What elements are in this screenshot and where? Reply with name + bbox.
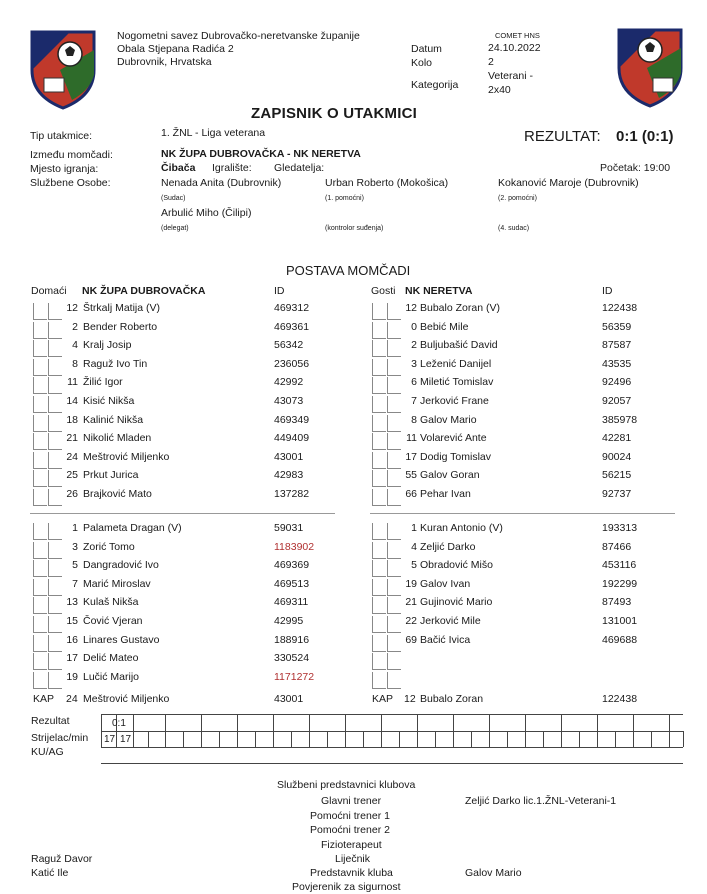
player-number: 12 bbox=[66, 302, 78, 314]
player-name: Dodig Tomislav bbox=[420, 450, 492, 463]
player-name: Jerković Mile bbox=[420, 615, 481, 627]
role-povjerenik: Povjerenik za sigurnost bbox=[292, 881, 401, 893]
predstavnik-away: Galov Mario bbox=[465, 867, 522, 879]
checkbox-box bbox=[372, 433, 386, 450]
lineup-row bbox=[0, 451, 707, 469]
rezultat-cell-value: 0:1 bbox=[112, 718, 126, 729]
player-name: Zorić Tomo bbox=[83, 540, 135, 553]
player-number: 6 bbox=[411, 376, 417, 389]
grid-line bbox=[399, 731, 400, 747]
home-kap-number: 24 bbox=[66, 693, 78, 705]
predstavnik-home: Katić Ile bbox=[31, 867, 69, 879]
grid-line bbox=[381, 714, 382, 747]
player-id: 92496 bbox=[602, 376, 632, 389]
grid-line bbox=[255, 731, 256, 747]
player-name: Gujinović Mario bbox=[420, 596, 493, 609]
strijelac-row-label: Strijelac/min bbox=[31, 732, 89, 744]
player-id: 469688 bbox=[602, 633, 638, 646]
grid-line bbox=[561, 714, 562, 747]
grid-line bbox=[148, 731, 149, 747]
grid-line bbox=[101, 763, 683, 764]
player-name: Raguž Ivo Tin bbox=[83, 357, 148, 370]
player-id: 56215 bbox=[602, 469, 632, 482]
comet-label: COMET HNS bbox=[495, 31, 540, 40]
kuag-row-label: KU/AG bbox=[31, 746, 64, 758]
grid-line bbox=[345, 714, 346, 747]
role-predstavnik: Predstavnik kluba bbox=[310, 867, 393, 879]
player-id: 188916 bbox=[274, 633, 310, 646]
role-fizioterapeut: Fizioterapeut bbox=[321, 839, 382, 851]
player-id: 449409 bbox=[274, 432, 310, 445]
official-role: (4. sudac) bbox=[498, 225, 530, 232]
player-id: 59031 bbox=[274, 522, 304, 534]
grid-line bbox=[471, 731, 472, 747]
datum-label: Datum bbox=[411, 43, 442, 55]
empty-lineup-row bbox=[0, 671, 707, 689]
away-divider bbox=[370, 513, 675, 514]
player-number: 21 bbox=[405, 596, 417, 609]
grid-line bbox=[507, 731, 508, 747]
official-name: Kokanović Maroje (Dubrovnik) bbox=[498, 177, 639, 189]
checkbox-box bbox=[372, 396, 386, 413]
player-number: 11 bbox=[67, 376, 78, 389]
away-kap-label: KAP bbox=[372, 693, 394, 705]
lineup-row bbox=[0, 302, 707, 320]
player-name: Delić Mateo bbox=[83, 652, 139, 665]
player-number: 21 bbox=[66, 432, 78, 445]
checkbox-box bbox=[372, 340, 386, 357]
player-name: Nikolić Mladen bbox=[83, 432, 152, 445]
player-id: 469513 bbox=[274, 577, 310, 590]
official-role: (2. pomoćni) bbox=[498, 195, 537, 202]
player-number: 17 bbox=[66, 652, 78, 665]
player-number: 25 bbox=[66, 469, 78, 482]
player-name: Linares Gustavo bbox=[83, 633, 160, 646]
checkbox-box bbox=[372, 452, 386, 469]
player-id: 43073 bbox=[274, 395, 304, 407]
player-number: 11 bbox=[406, 432, 417, 445]
player-name: Galov Mario bbox=[420, 413, 477, 426]
lineup-row bbox=[0, 559, 707, 577]
player-number: 14 bbox=[66, 395, 78, 407]
grid-line bbox=[435, 731, 436, 747]
checkbox-box bbox=[372, 470, 386, 487]
player-id: 193313 bbox=[602, 522, 638, 534]
grid-line bbox=[165, 714, 166, 747]
home-kap-id: 43001 bbox=[274, 693, 304, 705]
player-id: 330524 bbox=[274, 652, 310, 665]
player-id: 385978 bbox=[602, 413, 638, 426]
kategorija-value-2: 2x40 bbox=[488, 84, 511, 96]
role-lijecnik: Liječnik bbox=[335, 853, 371, 865]
grid-line bbox=[101, 714, 102, 747]
lineup-title: POSTAVA MOMČADI bbox=[286, 263, 411, 278]
player-id: 87587 bbox=[602, 339, 632, 352]
sluzbene-label: Službene Osobe: bbox=[30, 177, 111, 189]
player-id: 92057 bbox=[602, 395, 632, 407]
player-id: 42281 bbox=[602, 432, 632, 445]
player-number: 19 bbox=[66, 670, 78, 683]
player-number: 3 bbox=[411, 357, 417, 370]
grid-line bbox=[615, 731, 616, 747]
player-number: 4 bbox=[72, 339, 78, 352]
grid-line bbox=[273, 714, 274, 747]
tip-label: Tip utakmice: bbox=[30, 130, 93, 142]
player-number: 13 bbox=[66, 596, 78, 609]
home-kap-label: KAP bbox=[33, 693, 55, 705]
player-number: 26 bbox=[66, 488, 78, 500]
checkbox-box bbox=[372, 635, 386, 652]
lineup-row bbox=[0, 432, 707, 450]
grid-line bbox=[201, 714, 202, 747]
official-name: Nenada Anita (Dubrovnik) bbox=[161, 177, 282, 189]
grid-line bbox=[489, 714, 490, 747]
player-id: 42995 bbox=[274, 615, 304, 627]
player-id: 469312 bbox=[274, 302, 310, 314]
right-club-crest bbox=[617, 28, 683, 108]
checkbox-box bbox=[372, 377, 386, 394]
player-number: 1 bbox=[72, 522, 78, 534]
player-id: 92737 bbox=[602, 488, 632, 500]
left-club-crest bbox=[30, 30, 96, 110]
grid-line bbox=[309, 714, 310, 747]
strijelac-cell-value: 17 bbox=[120, 734, 132, 745]
lineup-row bbox=[0, 522, 707, 540]
lineup-row bbox=[0, 414, 707, 432]
player-number: 16 bbox=[66, 633, 78, 646]
checkbox-box bbox=[372, 597, 386, 614]
player-id: 122438 bbox=[602, 302, 638, 314]
checkbox-box bbox=[372, 322, 386, 339]
rezultat-row-label: Rezultat bbox=[31, 715, 70, 727]
lineup-row bbox=[0, 376, 707, 394]
player-number: 4 bbox=[411, 540, 417, 553]
checkbox-box bbox=[372, 560, 386, 577]
grid-line bbox=[101, 714, 683, 715]
player-id: 236056 bbox=[274, 357, 310, 370]
grid-line bbox=[597, 714, 598, 747]
player-name: Marić Miroslav bbox=[83, 577, 151, 590]
player-id: 469349 bbox=[274, 413, 310, 426]
player-number: 5 bbox=[411, 559, 417, 572]
away-kap-id: 122438 bbox=[602, 693, 638, 705]
kolo-label: Kolo bbox=[411, 57, 433, 69]
player-id: 469361 bbox=[274, 320, 310, 333]
grid-line bbox=[633, 714, 634, 747]
player-id: 192299 bbox=[602, 577, 638, 590]
player-name: Miletić Tomislav bbox=[420, 376, 494, 389]
tip-value: 1. ŽNL - Liga veterana bbox=[161, 127, 266, 139]
player-id: 43535 bbox=[602, 357, 632, 370]
izmedu-label: Između momčadi: bbox=[30, 149, 113, 161]
player-id: 42992 bbox=[274, 376, 304, 389]
club-officials-title: Službeni predstavnici klubova bbox=[277, 779, 416, 791]
player-number: 5 bbox=[72, 559, 78, 572]
role-pomocni-2: Pomoćni trener 2 bbox=[310, 824, 390, 836]
grid-line bbox=[101, 747, 683, 748]
player-id: 43001 bbox=[274, 450, 304, 463]
grid-line bbox=[651, 731, 652, 747]
player-id: 469311 bbox=[274, 596, 309, 609]
strijelac-cell-value: 17 bbox=[104, 734, 116, 745]
away-kap-name: Bubalo Zoran bbox=[420, 693, 484, 705]
player-name: Obradović Mišo bbox=[420, 559, 493, 572]
player-id: 469369 bbox=[274, 559, 310, 572]
away-id-header: ID bbox=[602, 285, 613, 297]
away-kap-number: 12 bbox=[404, 693, 416, 705]
kategorija-label: Kategorija bbox=[411, 79, 459, 91]
player-number: 7 bbox=[411, 395, 417, 407]
player-id: 42983 bbox=[274, 469, 304, 482]
player-number: 22 bbox=[405, 615, 417, 627]
player-number: 15 bbox=[66, 615, 78, 627]
player-id: 1183902 bbox=[274, 540, 315, 553]
player-id: 87466 bbox=[602, 540, 632, 553]
player-number: 69 bbox=[405, 633, 417, 646]
player-number: 8 bbox=[72, 357, 78, 370]
lineup-row bbox=[0, 339, 707, 357]
player-name: Lučić Marijo bbox=[83, 670, 140, 683]
official-role: (kontrolor suđenja) bbox=[325, 225, 384, 232]
player-number: 0 bbox=[411, 320, 417, 333]
lineup-row bbox=[0, 488, 707, 506]
grid-line bbox=[219, 731, 220, 747]
grid-line bbox=[101, 731, 683, 732]
lineup-row bbox=[0, 578, 707, 596]
official-role: (1. pomoćni) bbox=[325, 195, 364, 202]
lineup-row bbox=[0, 358, 707, 376]
checkbox-box bbox=[372, 672, 386, 689]
rezultat-value: 0:1 (0:1) bbox=[616, 128, 674, 145]
checkbox-box bbox=[387, 672, 401, 689]
player-name: Bubalo Zoran (V) bbox=[420, 302, 500, 314]
player-number: 3 bbox=[72, 540, 78, 553]
player-name: Galov Goran bbox=[420, 469, 480, 482]
player-number: 19 bbox=[405, 577, 417, 590]
empty-lineup-row bbox=[0, 652, 707, 670]
glavni-trener-away: Zeljić Darko lic.1.ŽNL-Veterani-1 bbox=[465, 795, 617, 807]
datum-value: 24.10.2022 bbox=[488, 42, 541, 54]
lijecnik-home: Raguž Davor bbox=[31, 853, 93, 865]
mjesto-value: Čibača bbox=[161, 162, 196, 174]
player-number: 2 bbox=[411, 339, 417, 352]
lineup-row bbox=[0, 634, 707, 652]
izmedu-value: NK ŽUPA DUBROVAČKA - NK NERETVA bbox=[161, 148, 361, 160]
grid-line bbox=[669, 714, 670, 747]
player-number: 8 bbox=[411, 413, 417, 426]
player-number: 2 bbox=[72, 320, 78, 333]
player-number: 1 bbox=[411, 522, 417, 534]
player-name: Buljubašić David bbox=[420, 339, 498, 352]
player-id: 131001 bbox=[602, 615, 638, 627]
lineup-row bbox=[0, 321, 707, 339]
lineup-row bbox=[0, 615, 707, 633]
lineup-row bbox=[0, 469, 707, 487]
player-name: Kalinić Nikša bbox=[83, 413, 144, 426]
checkbox-box bbox=[372, 616, 386, 633]
checkbox-box bbox=[372, 303, 386, 320]
checkbox-box bbox=[372, 579, 386, 596]
player-name: Kisić Nikša bbox=[83, 395, 135, 407]
player-id: 137282 bbox=[274, 488, 310, 500]
player-id: 1171272 bbox=[274, 670, 315, 683]
grid-line bbox=[683, 731, 684, 747]
player-name: Dangradović Ivo bbox=[83, 559, 159, 572]
checkbox-box bbox=[372, 542, 386, 559]
home-kap-name: Meštrović Miljenko bbox=[83, 693, 170, 705]
checkbox-box bbox=[387, 653, 401, 670]
home-label: Domaći bbox=[31, 285, 67, 297]
igraliste-label: Igralište: bbox=[212, 162, 252, 174]
org-city: Dubrovnik, Hrvatska bbox=[117, 56, 212, 68]
pocetak: Početak: 19:00 bbox=[600, 162, 671, 174]
official-role: (Sudac) bbox=[161, 195, 186, 202]
player-name: Bačić Ivica bbox=[420, 633, 471, 646]
checkbox-box bbox=[372, 653, 386, 670]
player-number: 12 bbox=[405, 302, 417, 314]
grid-line bbox=[417, 714, 418, 747]
lineup-row bbox=[0, 596, 707, 614]
player-name: Galov Ivan bbox=[420, 577, 471, 590]
grid-line bbox=[291, 731, 292, 747]
kolo-value: 2 bbox=[488, 56, 494, 68]
grid-line bbox=[327, 731, 328, 747]
checkbox-box bbox=[372, 489, 386, 506]
player-id: 56359 bbox=[602, 320, 632, 333]
grid-line bbox=[525, 714, 526, 747]
checkbox-box bbox=[372, 523, 386, 540]
lineup-row bbox=[0, 541, 707, 559]
home-divider bbox=[30, 513, 335, 514]
grid-line bbox=[183, 731, 184, 747]
player-name: Bender Roberto bbox=[83, 320, 158, 333]
grid-line bbox=[237, 714, 238, 747]
grid-line bbox=[453, 714, 454, 747]
mjesto-label: Mjesto igranja: bbox=[30, 163, 99, 175]
player-name: Čović Vjeran bbox=[83, 615, 143, 627]
player-number: 18 bbox=[66, 413, 78, 426]
role-pomocni-1: Pomoćni trener 1 bbox=[310, 810, 390, 822]
checkbox-box bbox=[372, 359, 386, 376]
player-id: 453116 bbox=[602, 559, 637, 572]
grid-line bbox=[363, 731, 364, 747]
org-address: Obala Stjepana Radića 2 bbox=[117, 43, 234, 55]
player-name: Kralj Josip bbox=[83, 339, 132, 352]
player-number: 7 bbox=[72, 577, 78, 590]
player-name: Pehar Ivan bbox=[420, 488, 471, 500]
home-team-name: NK ŽUPA DUBROVAČKA bbox=[82, 285, 206, 297]
player-name: Žilić Igor bbox=[83, 376, 123, 389]
player-name: Štrkalj Matija (V) bbox=[83, 302, 161, 314]
away-team-name: NK NERETVA bbox=[405, 285, 473, 297]
player-name: Jerković Frane bbox=[420, 395, 489, 407]
player-name: Kulaš Nikša bbox=[83, 596, 139, 609]
role-glavni-trener: Glavni trener bbox=[321, 795, 382, 807]
lineup-row bbox=[0, 395, 707, 413]
player-name: Kuran Antonio (V) bbox=[420, 522, 503, 534]
player-name: Brajković Mato bbox=[83, 488, 152, 500]
official-name: Urban Roberto (Mokošica) bbox=[325, 177, 449, 189]
org-name: Nogometni savez Dubrovačko-neretvanske županije bbox=[117, 30, 360, 42]
page-title: ZAPISNIK O UTAKMICI bbox=[251, 105, 418, 122]
player-name: Zeljić Darko bbox=[420, 540, 476, 553]
kategorija-value-1: Veterani - bbox=[488, 70, 533, 82]
player-name: Meštrović Miljenko bbox=[83, 450, 170, 463]
gledatelja-label: Gledatelja: bbox=[274, 162, 325, 174]
player-id: 90024 bbox=[602, 450, 632, 463]
player-id: 87493 bbox=[602, 596, 632, 609]
player-name: Prkut Jurica bbox=[83, 469, 139, 482]
player-number: 66 bbox=[405, 488, 417, 500]
checkbox-box bbox=[372, 415, 386, 432]
grid-line bbox=[579, 731, 580, 747]
rezultat-label: REZULTAT: bbox=[524, 128, 601, 145]
player-number: 55 bbox=[405, 469, 417, 482]
player-id: 56342 bbox=[274, 339, 304, 352]
grid-line bbox=[543, 731, 544, 747]
official-name: Arbulić Miho (Čilipi) bbox=[161, 207, 252, 219]
player-name: Leženić Danijel bbox=[420, 357, 492, 370]
home-id-header: ID bbox=[274, 285, 285, 297]
player-number: 17 bbox=[405, 450, 417, 463]
player-number: 24 bbox=[66, 450, 78, 463]
official-role: (delegat) bbox=[161, 225, 189, 232]
away-label: Gosti bbox=[371, 285, 396, 297]
player-name: Palameta Dragan (V) bbox=[83, 522, 182, 534]
grid-line bbox=[133, 714, 134, 747]
player-name: Volarević Ante bbox=[420, 432, 487, 445]
player-name: Bebić Mile bbox=[420, 320, 469, 333]
